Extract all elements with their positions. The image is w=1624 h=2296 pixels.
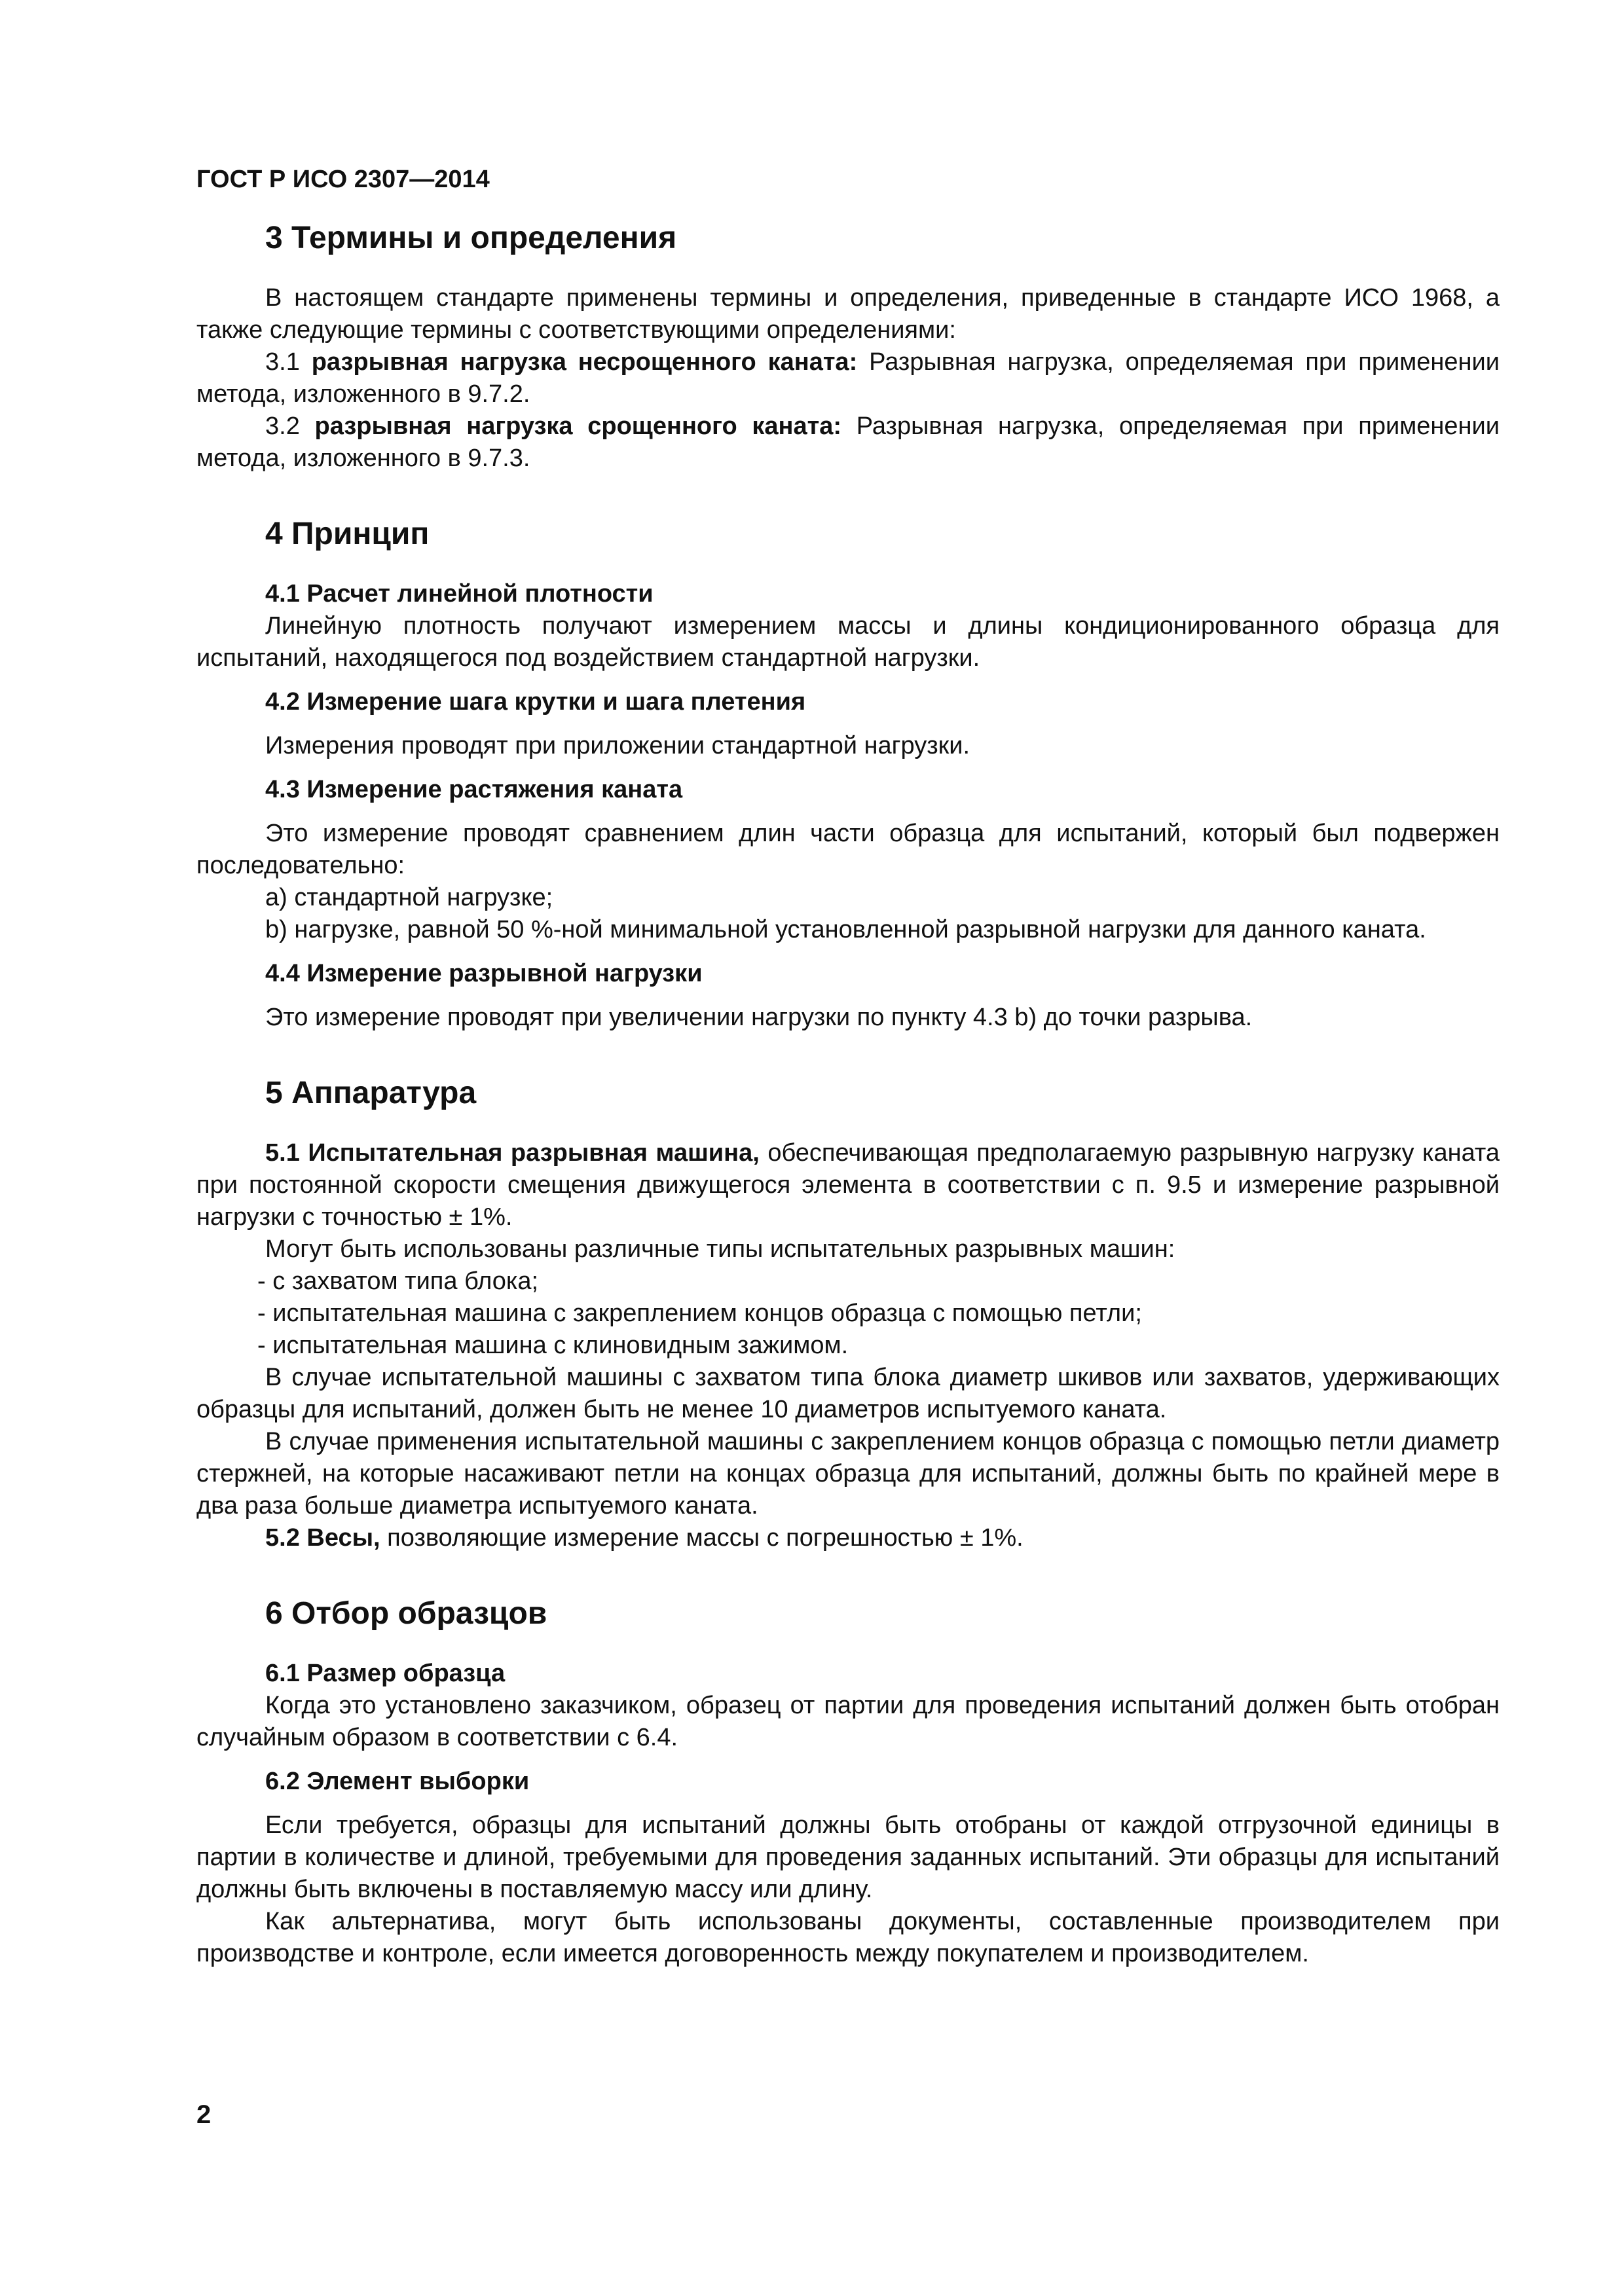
subsection-6-1-text: Когда это установлено заказчиком, образец от партии для проведения испытаний должен быть отобран случайным образом в соответствии с 6.4.: [196, 1692, 1500, 1751]
subsection-5-1-description: обеспечивающая предполагаемую разрывную нагрузку каната при постоянной скорости смещения движущегося элемента в соответствии с п. 9.5 и измерение разрывной нагрузки с точностью ± 1%.: [196, 1139, 1500, 1231]
subsection-4-1-title: 4.1 Расчет линейной плотности: [265, 580, 654, 608]
document-page: [196, 0, 1500, 2296]
term-3-1-name: разрывная нагрузка несрощенного каната:: [311, 348, 858, 376]
section-3-title: 3 Термины и определения: [265, 221, 677, 255]
subsection-4-3-title: 4.3 Измерение растяжения каната: [265, 776, 683, 803]
machine-type-item: - с захватом типа блока;: [257, 1267, 539, 1295]
term-3-2-name: разрывная нагрузка срощенного каната:: [314, 412, 842, 440]
subsection-4-4-title: 4.4 Измерение разрывной нагрузки: [265, 960, 703, 987]
page-number: 2: [196, 2100, 212, 2129]
subsection-5-1-term: 5.1 Испытательная разрывная машина,: [265, 1139, 760, 1167]
subsection-4-3-text: Это измерение проводят сравнением длин части образца для испытаний, который был подвержен последовательно:: [196, 820, 1500, 879]
term-3-1: [196, 346, 1500, 410]
subsection-4-3-item-a: а) стандартной нагрузке;: [265, 884, 553, 911]
machine-type-item: - испытательная машина с закреплением концов образца с помощью петли;: [257, 1300, 1142, 1327]
subsection-4-2-text: Измерения проводят при приложении стандартной нагрузки.: [265, 732, 970, 759]
document-body: [196, 219, 1500, 1970]
subsection-5-2-term: 5.2 Весы,: [265, 1524, 380, 1552]
subsection-5-2-text: [196, 1522, 1500, 1554]
subsection-5-1-text: [196, 1137, 1500, 1233]
term-3-2-number: 3.2: [265, 412, 315, 440]
subsection-6-1-title: 6.1 Размер образца: [265, 1660, 506, 1687]
subsection-4-1-text: Линейную плотность получают измерением массы и длины кондиционированного образца для испытаний, находящегося под воздействием стандартной нагрузки.: [196, 612, 1500, 672]
subsection-4-3-item-b: b) нагрузке, равной 50 %-ной минимальной установленной разрывной нагрузки для данного каната.: [265, 916, 1426, 943]
section-6-title: 6 Отбор образцов: [265, 1596, 547, 1631]
machine-type-item: - испытательная машина с клиновидным зажимом.: [257, 1332, 849, 1359]
section-4-title: 4 Принцип: [265, 517, 430, 551]
term-3-1-number: 3.1: [265, 348, 312, 376]
term-3-2-definition: Разрывная нагрузка, определяемая при применении метода, изложенного в 9.7.3.: [196, 412, 1500, 472]
document-header: ГОСТ Р ИСО 2307—2014: [196, 166, 490, 193]
subsection-5-2-description: позволяющие измерение массы с погрешностью ± 1%.: [380, 1524, 1024, 1552]
term-3-2: [196, 410, 1500, 475]
block-grip-requirement: В случае испытательной машины с захватом типа блока диаметр шкивов или захватов, удерживающих образцы для испытаний, должен быть не менее 10 диаметров испытуемого каната.: [196, 1364, 1500, 1423]
term-3-1-definition: Разрывная нагрузка, определяемая при применении метода, изложенного в 9.7.2.: [196, 348, 1500, 408]
section-3-intro: В настоящем стандарте применены термины и определения, приведенные в стандарте ИСО 1968, а также следующие термины с соответствующими определениями:: [196, 284, 1500, 344]
loop-grip-requirement: В случае применения испытательной машины с закреплением концов образца с помощью петли диаметр стержней, на которые насаживают петли на концах образца для испытаний, должны быть по крайней мере в два раза больше диаметра испытуемого каната.: [196, 1428, 1500, 1520]
subsection-6-2-title: 6.2 Элемент выборки: [265, 1768, 530, 1795]
machine-types-intro: Могут быть использованы различные типы испытательных разрывных машин:: [265, 1235, 1175, 1263]
subsection-6-2-alternative: Как альтернатива, могут быть использованы документы, составленные производителем при производстве и контроле, если имеется договоренность между покупателем и производителем.: [196, 1908, 1500, 1967]
subsection-6-2-text: Если требуется, образцы для испытаний должны быть отобраны от каждой отгрузочной единицы в партии в количестве и длиной, требуемыми для проведения заданных испытаний. Эти образцы для испытаний должны быть включены в поставляемую массу или длину.: [196, 1812, 1500, 1903]
section-5-title: 5 Аппаратура: [265, 1076, 477, 1110]
subsection-4-4-text: Это измерение проводят при увеличении нагрузки по пункту 4.3 b) до точки разрыва.: [265, 1004, 1253, 1031]
subsection-4-2-title: 4.2 Измерение шага крутки и шага плетения: [265, 688, 806, 716]
